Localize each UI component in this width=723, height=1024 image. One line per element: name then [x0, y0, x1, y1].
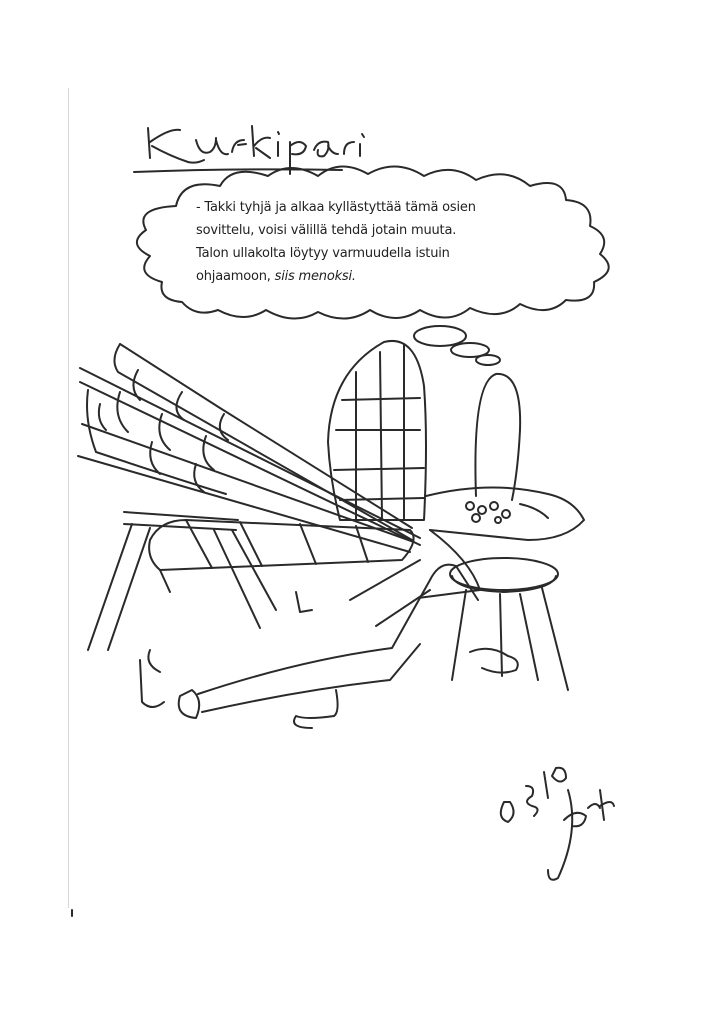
thought-line-1: - Takki tyhjä ja alkaa kyllästyttää tämä osien [196, 200, 476, 215]
thought-line-4 [196, 265, 496, 288]
title-handwriting [134, 126, 364, 174]
second-fin-drawing [475, 374, 520, 500]
stool-drawing [450, 558, 568, 690]
signature [501, 768, 614, 880]
thought-line-4-prefix: ohjaamoon, [196, 269, 275, 284]
fuselage-drawing [418, 487, 584, 598]
wing-section-drawing [149, 520, 413, 592]
thought-line-4-emphasis: siis menoksi. [274, 269, 356, 284]
sawhorse-drawing [88, 512, 312, 650]
rudder-drawing [328, 341, 426, 520]
thought-text [196, 196, 496, 288]
thought-line-2: sovittelu, voisi välillä tehdä jotain muuta. [196, 223, 457, 238]
thought-line-3: Talon ullakolta löytyy varmuudella istuin [196, 246, 450, 261]
